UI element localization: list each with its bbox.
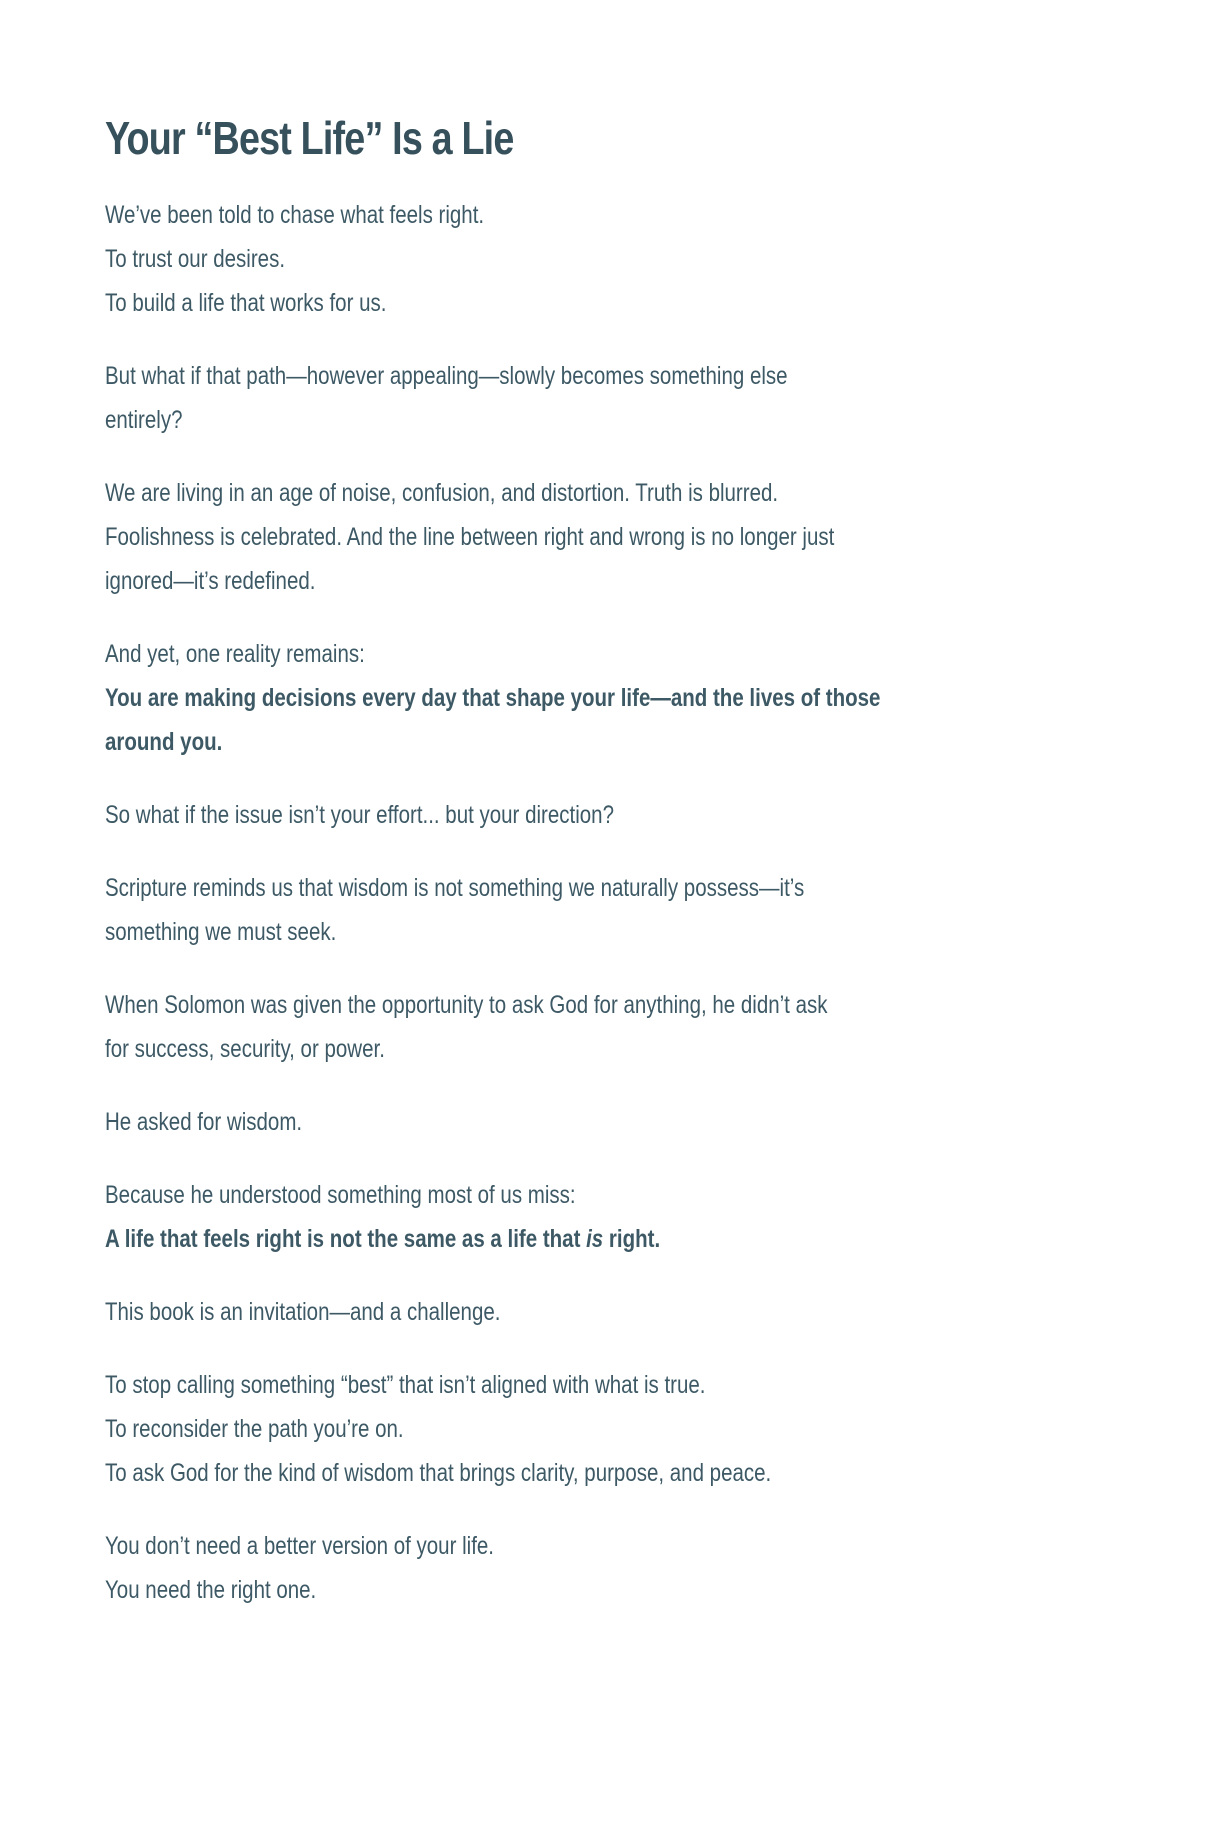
text-run: Scripture reminds us that wisdom is not something we naturally possess—it’s xyxy=(105,874,805,902)
paragraph xyxy=(105,1100,1222,1144)
text-run: entirely? xyxy=(105,406,183,434)
text-run: When Solomon was given the opportunity to ask God for anything, he didn’t ask xyxy=(105,991,828,1019)
paragraph xyxy=(105,793,1222,837)
text-run: This book is an invitation—and a challenge. xyxy=(105,1298,501,1326)
paragraph xyxy=(105,866,1222,954)
text-run: Foolishness is celebrated. And the line between right and wrong is no longer just xyxy=(105,523,835,551)
text-run: To reconsider the path you’re on. xyxy=(105,1415,404,1443)
text-run: for success, security, or power. xyxy=(105,1035,385,1063)
text-run: So what if the issue isn’t your effort... but your direction? xyxy=(105,801,614,829)
paragraph xyxy=(105,1363,1222,1495)
paragraph xyxy=(105,1173,1222,1261)
text-run: To stop calling something “best” that isn’t aligned with what is true. xyxy=(105,1371,706,1399)
text-run: He asked for wisdom. xyxy=(105,1108,303,1136)
bold-text-run: right. xyxy=(603,1225,661,1253)
text-run: ignored—it’s redefined. xyxy=(105,567,316,595)
document-content xyxy=(105,0,1222,1612)
text-run: To build a life that works for us. xyxy=(105,289,387,317)
paragraph xyxy=(105,632,1222,764)
bold-text-run: is xyxy=(586,1225,604,1253)
document-body xyxy=(105,193,1222,1612)
paragraph xyxy=(105,471,1222,603)
bold-text-run: You are making decisions every day that shape your life—and the lives of those xyxy=(105,684,881,712)
text-run: And yet, one reality remains: xyxy=(105,640,365,668)
bold-text-run: around you. xyxy=(105,728,223,756)
paragraph xyxy=(105,1290,1222,1334)
text-run: You need the right one. xyxy=(105,1576,317,1604)
text-run: We’ve been told to chase what feels right. xyxy=(105,201,485,229)
paragraph xyxy=(105,983,1222,1071)
page-title: Your “Best Life” Is a Lie xyxy=(105,112,514,164)
text-run: We are living in an age of noise, confusion, and distortion. Truth is blurred. xyxy=(105,479,779,507)
text-run: You don’t need a better version of your life. xyxy=(105,1532,495,1560)
text-run: something we must seek. xyxy=(105,918,337,946)
paragraph xyxy=(105,354,1222,442)
text-run: To trust our desires. xyxy=(105,245,286,273)
text-run: Because he understood something most of us miss: xyxy=(105,1181,576,1209)
text-run: To ask God for the kind of wisdom that brings clarity, purpose, and peace. xyxy=(105,1459,772,1487)
paragraph xyxy=(105,1524,1222,1612)
bold-text-run: A life that feels right is not the same as a life that xyxy=(105,1225,587,1253)
paragraph xyxy=(105,193,1222,325)
text-run: But what if that path—however appealing—slowly becomes something else xyxy=(105,362,788,390)
